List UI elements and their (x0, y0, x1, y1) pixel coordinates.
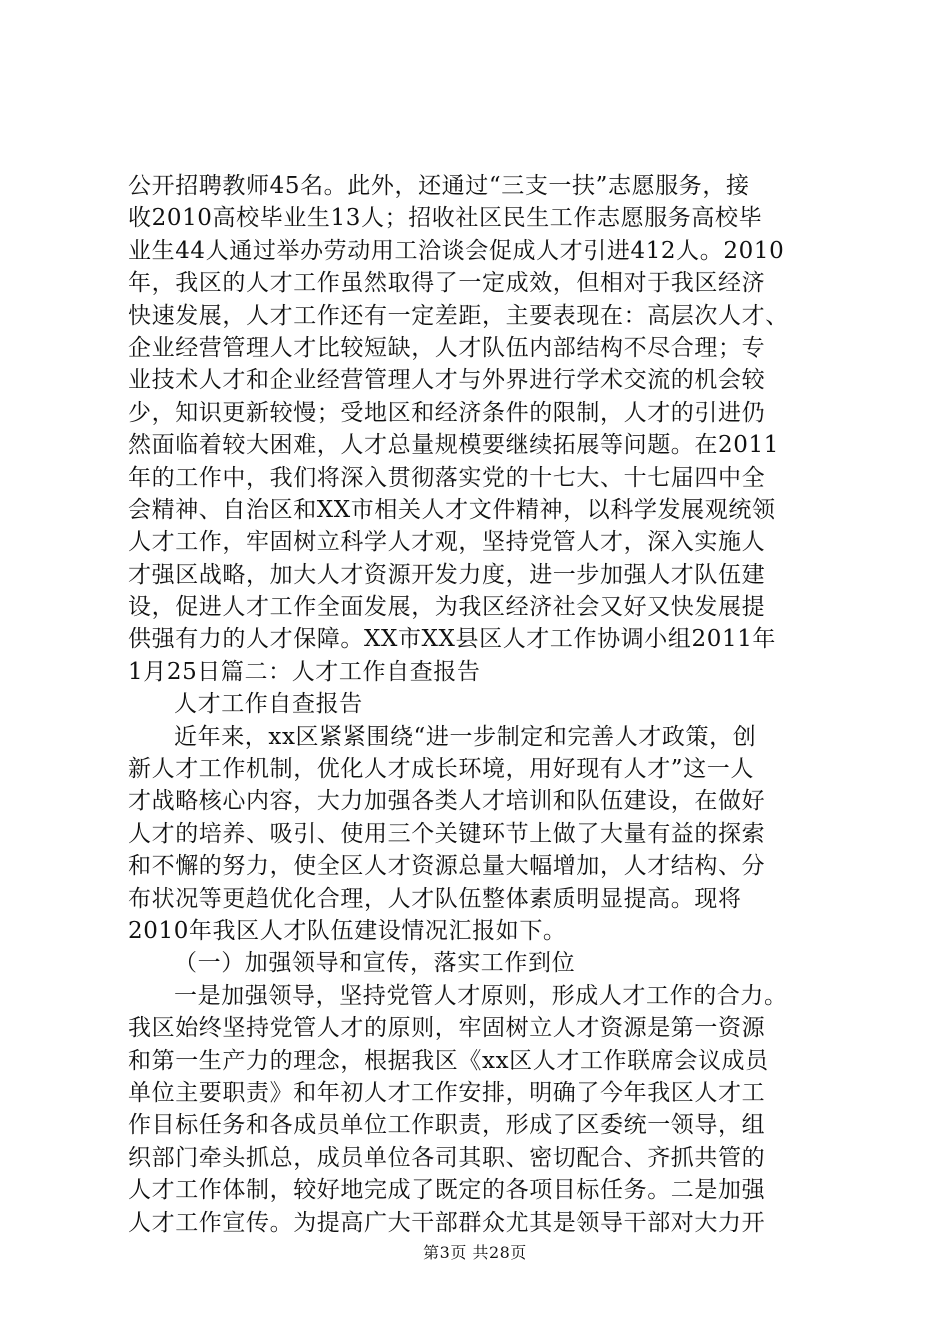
text-line: 一是加强领导，坚持党管人才原则，形成人才工作的合力。 (174, 982, 788, 1009)
text-line: 年，我区的人才工作虽然取得了一定成效，但相对于我区经济 (128, 270, 766, 297)
text-line: 人才的培养、吸引、使用三个关键环节上做了大量有益的探索 (128, 820, 766, 847)
text-line: 作目标任务和各成员单位工作职责，形成了区委统一领导，组 (128, 1112, 766, 1139)
text-line: 单位主要职责》和年初人才工作安排，明确了今年我区人才工 (128, 1079, 766, 1106)
text-line: 织部门牵头抓总，成员单位各司其职、密切配合、齐抓共管的 (128, 1144, 766, 1171)
text-line: 收2010高校毕业生13人；招收社区民生工作志愿服务高校毕 (128, 205, 763, 232)
text-line: 人才工作，牢固树立科学人才观，坚持党管人才，深入实施人 (128, 529, 766, 556)
text-line: 我区始终坚持党管人才的原则，牢固树立人才资源是第一资源 (128, 1015, 766, 1042)
text-line: 才战略核心内容，大力加强各类人才培训和队伍建设，在做好 (128, 788, 766, 815)
text-line: 人才工作自查报告 (174, 691, 363, 718)
text-line: 布状况等更趋优化合理，人才队伍整体素质明显提高。现将 (128, 885, 742, 912)
text-line: 1月25日篇二：人才工作自查报告 (128, 658, 481, 685)
text-line: 少，知识更新较慢；受地区和经济条件的限制，人才的引进仍 (128, 399, 766, 426)
text-line: 年的工作中，我们将深入贯彻落实党的十七大、十七届四中全 (128, 464, 766, 491)
text-line: 然面临着较大困难，人才总量规模要继续拓展等问题。在2011 (128, 432, 779, 459)
page-number-footer: 第3页 共28页 (423, 1243, 527, 1262)
text-line: 人才工作宣传。为提高广大干部群众尤其是领导干部对大力开 (128, 1209, 766, 1236)
text-line: 公开招聘教师45名。此外，还通过“三支一扶”志愿服务，接 (128, 173, 750, 199)
document-body (128, 170, 828, 1239)
text-line: 和不懈的努力，使全区人才资源总量大幅增加，人才结构、分 (128, 853, 766, 880)
text-line: 企业经营管理人才比较短缺，人才队伍内部结构不尽合理；专 (128, 334, 766, 361)
text-line: 业生44人通过举办劳动用工洽谈会促成人才引进412人。2010 (128, 237, 785, 264)
text-line: 和第一生产力的理念，根据我区《xx区人才工作联席会议成员 (128, 1047, 769, 1074)
text-line: （一）加强领导和宣传，落实工作到位 (174, 950, 576, 977)
text-line: 才强区战略，加大人才资源开发力度，进一步加强人才队伍建 (128, 561, 766, 588)
text-line: 会精神、自治区和XX市相关人才文件精神，以科学发展观统领 (128, 496, 776, 523)
text-line: 设，促进人才工作全面发展，为我区经济社会又好又快发展提 (128, 594, 766, 621)
text-line: 供强有力的人才保障。XX市XX县区人才工作协调小组2011年 (128, 626, 777, 653)
text-line: 2010年我区人才队伍建设情况汇报如下。 (128, 917, 567, 944)
text-line: 快速发展，人才工作还有一定差距，主要表现在：高层次人才、 (128, 302, 789, 329)
text-line: 近年来，xx区紧紧围绕“进一步制定和完善人才政策，创 (174, 723, 757, 750)
text-line: 新人才工作机制，优化人才成长环境，用好现有人才”这一人 (128, 756, 754, 783)
text-line: 人才工作体制，较好地完成了既定的各项目标任务。二是加强 (128, 1177, 766, 1204)
text-line: 业技术人才和企业经营管理人才与外界进行学术交流的机会较 (128, 367, 766, 394)
